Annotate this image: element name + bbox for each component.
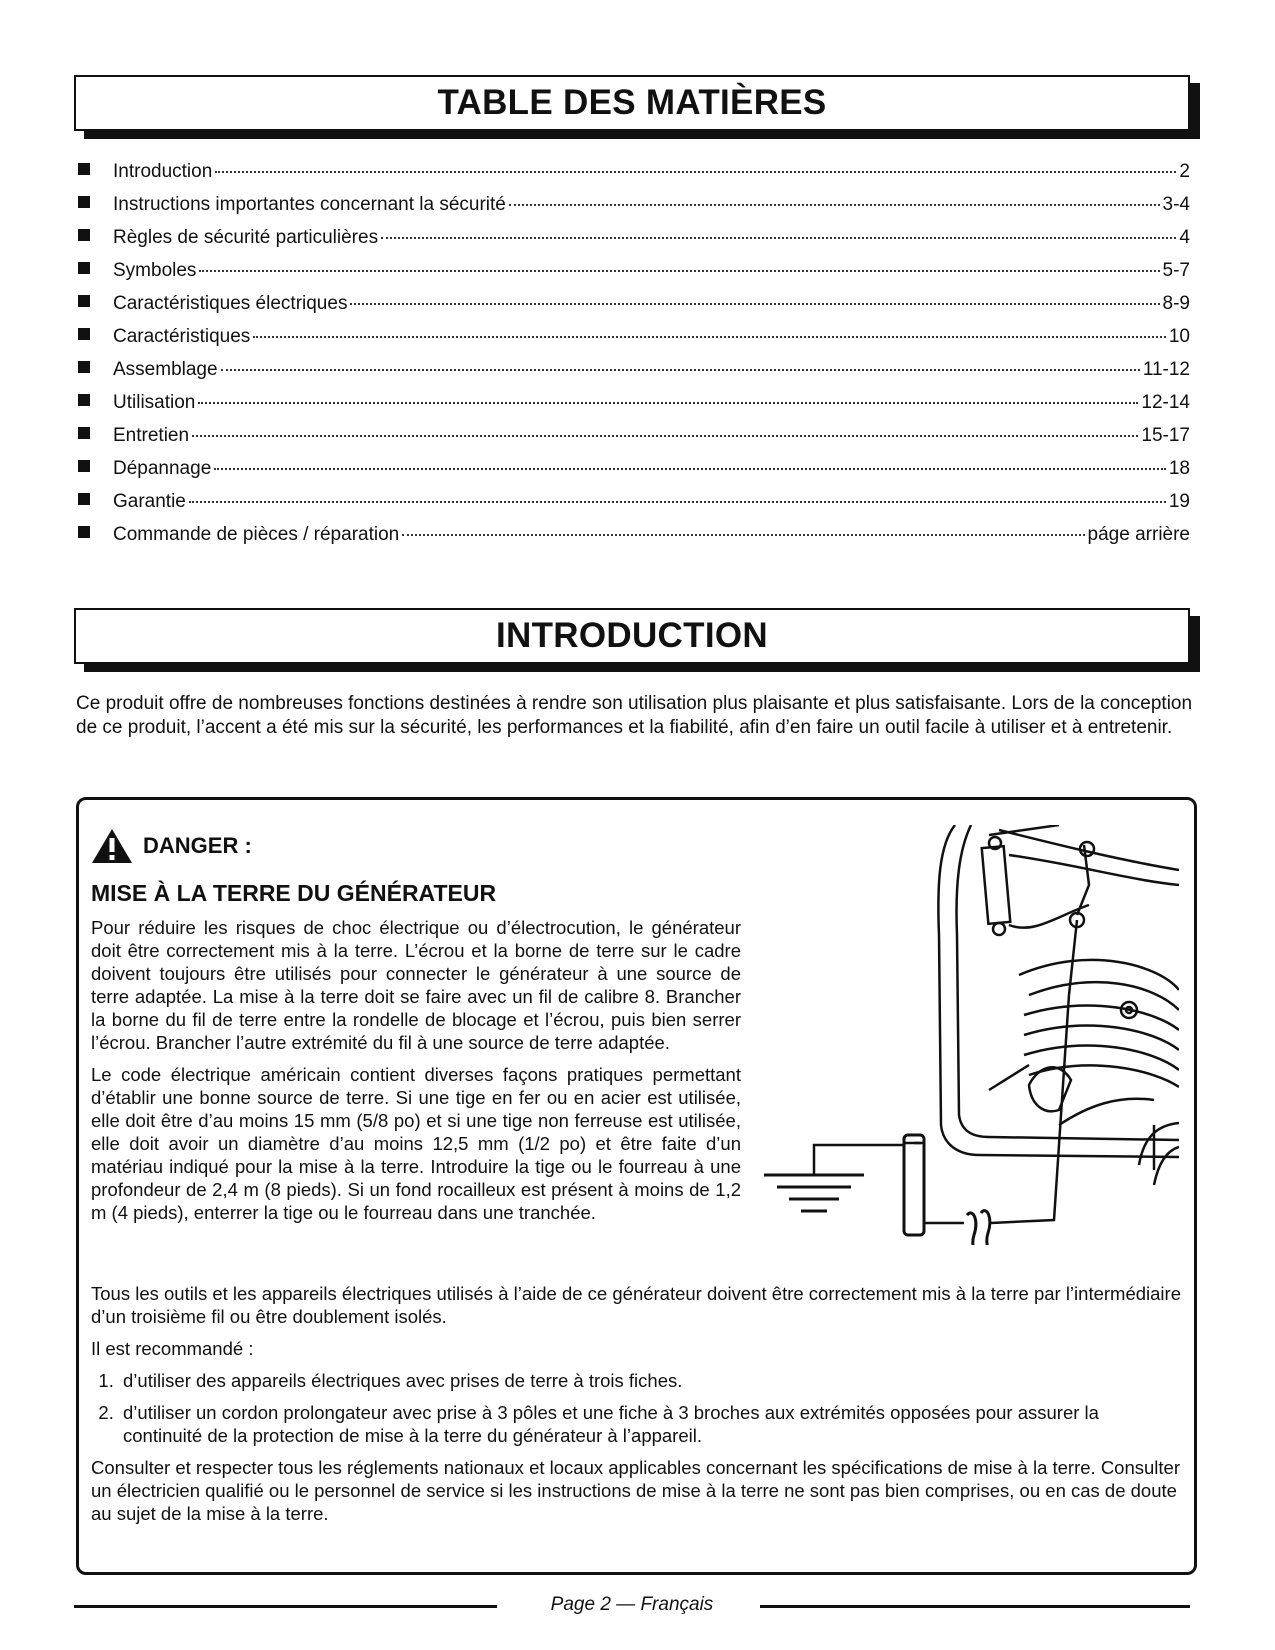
toc-item-page: 8-9 (1162, 293, 1190, 314)
toc-item-label: Commande de pièces / réparation (113, 524, 400, 545)
toc-item-page: 5-7 (1162, 260, 1190, 281)
danger-closing-paragraph: Consulter et respecter tous les réglements nationaux et locaux applicables concernant les spécifications de mise à la terre. Consulter un électricien qualifié ou le personnel de service si les instructions de mise à la terre ne sont pas bien comprises, ou en cas de doute au sujet de la mise à la terre. (91, 1457, 1180, 1524)
toc-item-label: Dépannage (113, 458, 212, 479)
dot-leader (253, 336, 1166, 338)
toc-item-page: 2 (1179, 161, 1190, 182)
grounding-illustration (759, 825, 1179, 1245)
toc-item[interactable] (78, 293, 1190, 326)
toc-item-label: Utilisation (113, 392, 196, 413)
toc-item-page: 11-12 (1142, 359, 1190, 380)
toc-item[interactable] (78, 161, 1190, 194)
recommendation-list (91, 1369, 1181, 1447)
recommendation-intro: Il est recommandé : (91, 1338, 254, 1359)
toc-item-label: Assemblage (113, 359, 218, 380)
dot-leader (402, 534, 1084, 536)
generator-frame-drawing (938, 825, 1179, 1185)
toc-item-page: páge arrière (1087, 524, 1190, 545)
toc-item[interactable] (78, 458, 1190, 491)
list-item: 2. d’utiliser un cordon prolongateur avec prise à 3 pôles et une fiche à 3 broches aux extrémités opposées pour assurer la continuité de la protection de mise à la terre du générateur à l’appareil. (119, 1401, 1181, 1447)
toc-item[interactable] (78, 524, 1190, 557)
danger-label (91, 828, 252, 864)
danger-box (76, 797, 1197, 1575)
toc-item-label: Entretien (113, 425, 190, 446)
bullet-icon (78, 493, 90, 505)
danger-text-full-width (91, 1282, 1181, 1534)
toc-header (74, 75, 1190, 131)
dot-leader (189, 501, 1166, 503)
toc-item-label: Garantie (113, 491, 186, 512)
danger-paragraph-3: Tous les outils et les appareils électriques utilisés à l’aide de ce générateur doivent être correctement mis à la terre par l’intermédiaire d’un troisième fil ou être doublement isolés. (91, 1283, 1181, 1327)
toc-title: TABLE DES MATIÈRES (74, 75, 1190, 131)
bullet-icon (78, 229, 90, 241)
list-item: 1. d’utiliser des appareils électriques avec prises de terre à trois fiches. (119, 1369, 1181, 1392)
toc-item[interactable] (78, 359, 1190, 392)
bullet-icon (78, 163, 90, 175)
bullet-icon (78, 196, 90, 208)
bullet-icon (78, 295, 90, 307)
dot-leader (221, 369, 1140, 371)
page-footer (74, 1594, 1190, 1618)
bullet-icon (78, 262, 90, 274)
toc-item[interactable] (78, 326, 1190, 359)
toc-item-label: Caractéristiques (113, 326, 251, 347)
danger-title: MISE À LA TERRE DU GÉNÉRATEUR (91, 880, 497, 906)
introduction-header (74, 608, 1190, 664)
introduction-title: INTRODUCTION (74, 608, 1190, 664)
introduction-text: Ce produit offre de nombreuses fonctions destinées à rendre son utilisation plus plaisante et plus satisfaisante. Lors de la conception de ce produit, l’accent a été mis sur la sécurité, les performances et la fiabilité, afin d’en faire un outil facile à utiliser et à entretenir. (76, 693, 1193, 738)
bullet-icon (78, 328, 90, 340)
toc-item[interactable] (78, 227, 1190, 260)
warning-triangle-icon (91, 828, 133, 864)
toc-item-page: 19 (1168, 491, 1190, 512)
toc-item-page: 10 (1168, 326, 1190, 347)
danger-text-column (91, 916, 741, 1233)
toc-item-page: 18 (1168, 458, 1190, 479)
dot-leader (192, 435, 1138, 437)
toc-item[interactable] (78, 491, 1190, 524)
toc-item-label: Symboles (113, 260, 197, 281)
bullet-icon (78, 361, 90, 373)
dot-leader (350, 303, 1159, 305)
toc-item-page: 4 (1179, 227, 1190, 248)
toc-item[interactable] (78, 260, 1190, 293)
dot-leader (199, 270, 1159, 272)
dot-leader (215, 171, 1176, 173)
toc-list (78, 161, 1190, 557)
dot-leader (381, 237, 1176, 239)
toc-item-label: Introduction (113, 161, 213, 182)
footer-text: Page 2 — Français (550, 1594, 714, 1615)
toc-item[interactable] (78, 194, 1190, 227)
toc-item-label: Règles de sécurité particulières (113, 227, 379, 248)
danger-label-text: DANGER : (143, 833, 252, 858)
toc-item[interactable] (78, 392, 1190, 425)
toc-item-page: 12-14 (1141, 392, 1190, 413)
bullet-icon (78, 427, 90, 439)
bullet-icon (78, 526, 90, 538)
danger-paragraph-1: Pour réduire les risques de choc électrique ou d’électrocution, le générateur doit être correctement mis à la terre. L’écrou et la borne de terre sur le cadre doivent toujours être utilisés pour connecter le générateur à une source de terre adaptée. La mise à la terre doit se faire avec un fil de calibre 8. Brancher la borne du fil de terre entre la rondelle de blocage et l’écrou, puis bien serrer l’écrou. Brancher l’autre extrémité du fil à une source de terre adaptée. (91, 917, 741, 1053)
toc-item-page: 15-17 (1141, 425, 1190, 446)
ground-rod-drawing (904, 1135, 924, 1235)
toc-item-page: 3-4 (1162, 194, 1190, 215)
bullet-icon (78, 460, 90, 472)
dot-leader (509, 204, 1160, 206)
dot-leader (198, 402, 1138, 404)
danger-paragraph-2: Le code électrique américain contient diverses façons pratiques permettant d’établir une bonne source de terre. Si une tige en fer ou en acier est utilisée, elle doit être d’au moins 15 mm (5/8 po) et si une tige non ferreuse est utilisée, elle doit avoir un diamètre d’au moins 12,5 mm (1/2 po) et être faite d’un matériau indiqué pour la mise à la terre. Introduire la tige ou le fourreau à une profondeur de 2,4 m (8 pieds). Si un fond rocailleux est présent à moins de 1,2 m (4 pieds), enterrer la tige ou le fourreau dans une tranchée. (91, 1064, 741, 1223)
toc-item-label: Caractéristiques électriques (113, 293, 348, 314)
dot-leader (214, 468, 1166, 470)
ground-symbol-icon (764, 1175, 864, 1211)
bullet-icon (78, 394, 90, 406)
toc-item[interactable] (78, 425, 1190, 458)
toc-item-label: Instructions importantes concernant la sécurité (113, 194, 506, 215)
